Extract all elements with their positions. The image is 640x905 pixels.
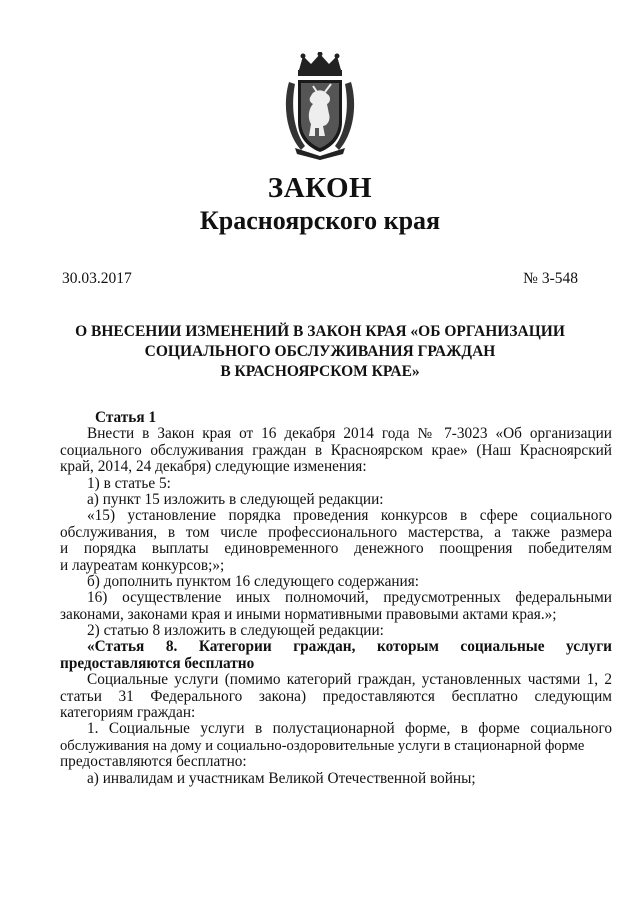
body-line: 1. Социальные услуги в полустационарной форме, в форме социального — [87, 720, 612, 738]
body-line: предоставляются бесплатно: — [60, 753, 247, 771]
body-line: Социальные услуги (помимо категорий граждан, установленных частями 1, 2 — [87, 671, 612, 689]
document-subtitle: Красноярского края — [199, 206, 441, 235]
body-line: и порядка выплаты единовременного денежного поощрения победителям — [60, 540, 612, 558]
body-line: обслуживания, в том числе профессионального мастерства, а также размера — [60, 523, 612, 541]
document-number: № 3-548 — [523, 270, 578, 287]
body-line: «15) установление порядка проведения конкурсов в сфере социального — [87, 507, 612, 525]
law-title — [60, 322, 580, 382]
body-line: Внести в Закон края от 16 декабря 2014 года № 7-3023 «Об организации — [87, 425, 612, 443]
body-line: 16) осуществление иных полномочий, предусмотренных федеральными — [87, 589, 612, 607]
law-body — [60, 409, 612, 787]
document-title: ЗАКОН — [267, 172, 373, 204]
krasnoyarsk-coat-of-arms-icon — [281, 52, 359, 160]
article-heading: Статья 1 — [95, 409, 157, 426]
document-date: 30.03.2017 — [62, 270, 132, 287]
law-title-line: О ВНЕСЕНИИ ИЗМЕНЕНИЙ В ЗАКОН КРАЯ «ОБ ОРГАНИЗАЦИИ — [75, 323, 565, 340]
law-title-line: В КРАСНОЯРСКОМ КРАЕ» — [220, 363, 420, 380]
body-line: а) пункт 15 изложить в следующей редакции: — [87, 490, 384, 508]
body-line: 1) в статье 5: — [87, 474, 171, 492]
body-line: законами, законами края и иными нормативными правовыми актами края.»; — [60, 605, 557, 623]
body-line: социального обслуживания граждан в Красноярском крае» (Наш Красноярский — [60, 441, 612, 459]
body-line: обслуживания на дому и социально-оздоровительные услуги в стационарной форме — [60, 737, 585, 754]
body-line: категориям граждан: — [60, 704, 196, 722]
law-title-line: СОЦИАЛЬНОГО ОБСЛУЖИВАНИЯ ГРАЖДАН — [144, 343, 496, 360]
body-line: и лауреатам конкурсов;»; — [60, 556, 225, 574]
article-8-heading-cont: предоставляются бесплатно — [60, 654, 255, 672]
body-line: край, 2014, 24 декабря) следующие изменения: — [60, 458, 367, 476]
article-8-heading: «Статья 8. Категории граждан, которым социальные услуги — [87, 638, 612, 656]
body-line: б) дополнить пунктом 16 следующего содержания: — [87, 572, 420, 590]
body-line: статьи 31 Федерального закона) предоставляются бесплатно следующим — [60, 687, 612, 705]
body-line: 2) статью 8 изложить в следующей редакции: — [87, 622, 384, 640]
body-line: а) инвалидам и участникам Великой Отечественной войны; — [87, 769, 476, 787]
